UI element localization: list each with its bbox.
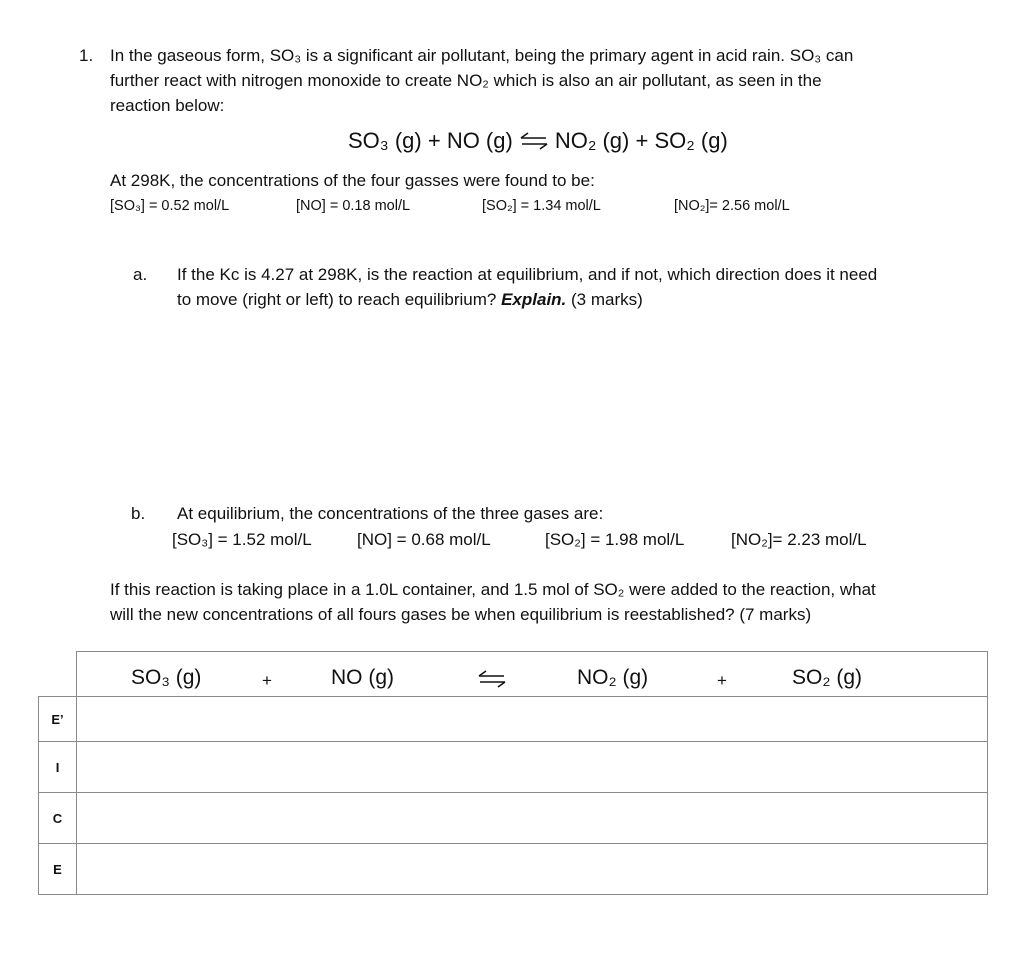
- eq-conc-no: [NO] = 0.68 mol/L: [357, 530, 491, 549]
- equilibrium-arrow-icon: [519, 132, 549, 150]
- header-plus-2: +: [717, 671, 727, 690]
- part-a-line-2-start: to move (right or left) to reach equilibrium?: [177, 290, 497, 309]
- ice-cell-i[interactable]: [77, 742, 988, 793]
- row-label-e: E: [39, 844, 77, 895]
- header-no: NO (g): [331, 666, 394, 689]
- question-number: 1.: [79, 46, 94, 65]
- header-no2: NO₂ (g): [577, 666, 649, 689]
- initial-conc-so3: [SO₃] = 0.52 mol/L: [110, 198, 230, 214]
- header-so3: SO₃ (g): [131, 666, 202, 689]
- intro-line-3: reaction below:: [110, 96, 225, 115]
- part-b-followup-1: If this reaction is taking place in a 1.0L container, and 1.5 mol of SO₂ were added to the reaction, what: [110, 580, 876, 599]
- ice-cell-e[interactable]: [77, 844, 988, 895]
- initial-conc-so2: [SO₂] = 1.34 mol/L: [482, 198, 601, 214]
- ice-row-i: [39, 742, 988, 793]
- reaction-equation: [348, 127, 728, 155]
- header-equilibrium-arrow-icon: [477, 670, 507, 688]
- intro-line-1: In the gaseous form, SO₃ is a significant air pollutant, being the primary agent in acid rain. SO₃ can: [110, 46, 854, 65]
- initial-conc-no2: [NO₂]= 2.56 mol/L: [674, 198, 790, 214]
- intro-line-2: further react with nitrogen monoxide to create NO₂ which is also an air pollutant, as seen in the: [110, 71, 822, 90]
- part-a-label: a.: [133, 265, 148, 284]
- eq-conc-so3: [SO₃] = 1.52 mol/L: [172, 530, 312, 549]
- row-label-c: C: [39, 793, 77, 844]
- corner-cell: [39, 652, 77, 697]
- part-a-explain: Explain.: [501, 290, 567, 309]
- row-label-e-prime: E’: [39, 697, 77, 742]
- ice-cell-c[interactable]: [77, 793, 988, 844]
- ice-row-c: [39, 793, 988, 844]
- part-b-followup-2: will the new concentrations of all fours gases be when equilibrium is reestablished? (7 marks): [110, 605, 812, 624]
- part-a-line-1: If the Kc is 4.27 at 298K, is the reaction at equilibrium, and if not, which direction does it need: [177, 265, 878, 284]
- part-b-label: b.: [131, 504, 146, 523]
- conditions-text: At 298K, the concentrations of the four gasses were found to be:: [110, 171, 595, 190]
- part-a-marks: (3 marks): [571, 290, 643, 309]
- header-so2: SO₂ (g): [792, 666, 862, 689]
- ice-row-e-prime: [39, 697, 988, 742]
- row-label-i: I: [39, 742, 77, 793]
- part-a-line-2: [177, 288, 643, 312]
- header-plus-1: +: [262, 671, 272, 690]
- equation-reactants: SO₃ (g) + NO (g): [348, 128, 513, 153]
- ice-cell-e-prime[interactable]: [77, 697, 988, 742]
- initial-conc-no: [NO] = 0.18 mol/L: [296, 198, 411, 214]
- part-b-line-1: At equilibrium, the concentrations of the three gases are:: [177, 504, 604, 523]
- eq-conc-no2: [NO₂]= 2.23 mol/L: [731, 530, 867, 549]
- ice-header-labels: [76, 651, 988, 695]
- eq-conc-so2: [SO₂] = 1.98 mol/L: [545, 530, 685, 549]
- equation-products: NO₂ (g) + SO₂ (g): [554, 128, 728, 153]
- ice-row-e: [39, 844, 988, 895]
